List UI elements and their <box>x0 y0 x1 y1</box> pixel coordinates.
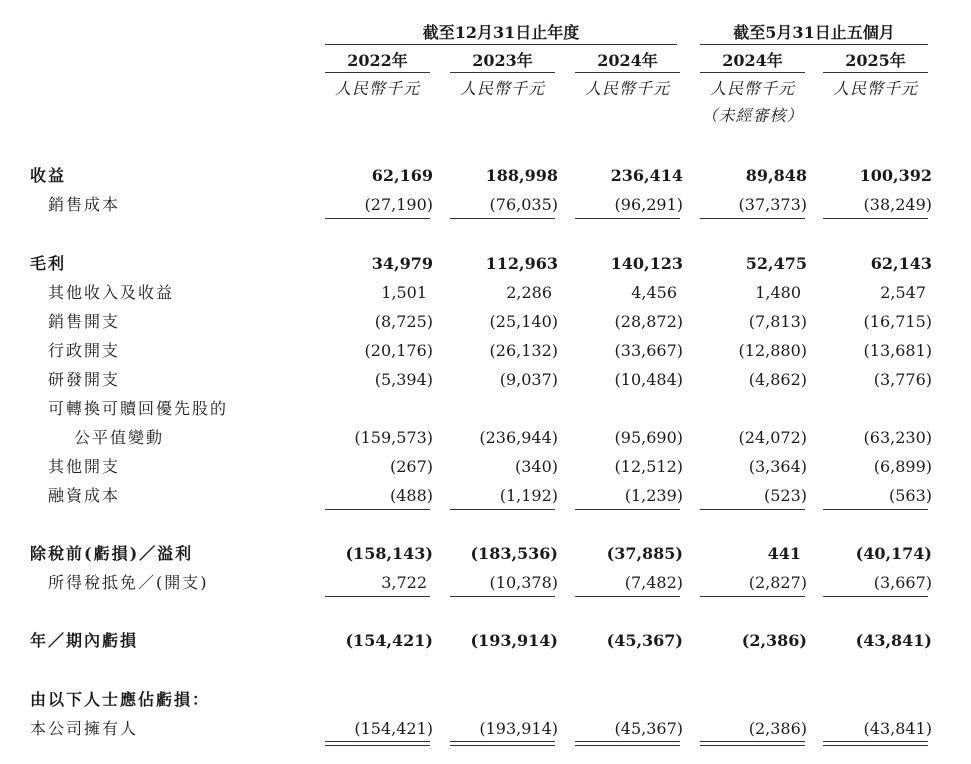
value-2024: 236,414 <box>610 166 683 185</box>
row-fv-change-label-line1 <box>0 396 971 422</box>
row-other-expenses <box>0 454 971 480</box>
total-double-rule <box>575 741 680 746</box>
value-2024: 140,123 <box>610 254 683 273</box>
value-2024: (45,367) <box>606 631 683 650</box>
row-loss-for-period <box>0 628 971 654</box>
row-label: 融資成本 <box>48 486 121 505</box>
col-2024-rule <box>575 72 680 73</box>
row-label-continued: 公平值變動 <box>74 428 165 447</box>
row-label: 研發開支 <box>48 370 121 389</box>
value-2024: (10,484) <box>614 370 683 389</box>
subtotal-rule <box>325 218 430 219</box>
subtotal-rule <box>700 596 805 597</box>
value-2023: (340) <box>514 457 558 476</box>
value-2022: (154,421) <box>345 631 433 650</box>
row-label: 銷售開支 <box>48 312 121 331</box>
row-profit-before-tax <box>0 541 971 567</box>
subtotal-rule <box>450 596 555 597</box>
value-2024-5m: 1,480 <box>755 283 801 302</box>
subtotal-rule <box>450 218 555 219</box>
subtotal-rule <box>700 509 805 510</box>
row-owners-of-company <box>0 716 971 742</box>
row-label: 由以下人士應佔虧損： <box>30 690 211 709</box>
col-2022-unit: 人民幣千元 <box>334 79 420 98</box>
col-2024-5m-rule <box>700 72 805 73</box>
col-2025-5m-unit: 人民幣千元 <box>832 79 918 98</box>
row-cost-of-sales <box>0 192 971 218</box>
subtotal-rule <box>325 509 430 510</box>
value-2025-5m: 100,392 <box>859 166 932 185</box>
col-2024-5m-unaudited-note: （未經審核） <box>701 106 804 125</box>
value-2023: (25,140) <box>489 312 558 331</box>
row-attributable-heading <box>0 687 971 713</box>
row-income-tax <box>0 570 971 596</box>
year-ended-header-rule <box>325 44 677 45</box>
row-label: 銷售成本 <box>48 195 121 214</box>
value-2024: (96,291) <box>614 195 683 214</box>
value-2024: (95,690) <box>614 428 683 447</box>
value-2022: (158,143) <box>345 544 433 563</box>
value-2024-5m: (12,880) <box>738 341 807 360</box>
value-2024-5m: (24,072) <box>738 428 807 447</box>
value-2023: 112,963 <box>485 254 558 273</box>
row-label: 其他收入及收益 <box>48 283 175 302</box>
value-2022: (488) <box>389 486 433 505</box>
value-2022: (8,725) <box>374 312 433 331</box>
value-2024-5m: 441 <box>767 544 801 563</box>
subtotal-rule <box>823 596 928 597</box>
value-2022: 34,979 <box>371 254 433 273</box>
row-finance-costs <box>0 483 971 509</box>
value-2025-5m: (16,715) <box>863 312 932 331</box>
col-2024-year: 2024年 <box>597 51 658 70</box>
value-2025-5m: (3,667) <box>873 573 932 592</box>
row-label: 除稅前(虧損)／溢利 <box>30 544 194 563</box>
row-other-income <box>0 280 971 306</box>
value-2024: (37,885) <box>606 544 683 563</box>
total-double-rule <box>325 741 430 746</box>
value-2022: 62,169 <box>371 166 433 185</box>
value-2024-5m: (7,813) <box>748 312 807 331</box>
value-2024: 4,456 <box>631 283 677 302</box>
value-2023: 2,286 <box>506 283 552 302</box>
value-2025-5m: (563) <box>888 486 932 505</box>
value-2023: (9,037) <box>499 370 558 389</box>
value-2023: 188,998 <box>485 166 558 185</box>
row-label: 所得稅抵免／(開支) <box>48 573 209 592</box>
col-2025-5m-rule <box>823 72 928 73</box>
value-2025-5m: (40,174) <box>855 544 932 563</box>
row-revenue <box>0 163 971 189</box>
value-2023: (10,378) <box>489 573 558 592</box>
value-2024-5m: (3,364) <box>748 457 807 476</box>
subtotal-rule <box>575 509 680 510</box>
row-gross-profit <box>0 251 971 277</box>
five-months-header: 截至5月31日止五個月 <box>733 23 895 42</box>
col-2025-5m-year: 2025年 <box>845 51 906 70</box>
subtotal-rule <box>325 596 430 597</box>
value-2024-5m: (4,862) <box>748 370 807 389</box>
row-label: 其他開支 <box>48 457 121 476</box>
value-2022: (5,394) <box>374 370 433 389</box>
row-label: 收益 <box>30 166 67 185</box>
row-label: 可轉換可贖回優先股的 <box>48 399 229 418</box>
value-2023: (76,035) <box>489 195 558 214</box>
col-2023-unit: 人民幣千元 <box>459 79 545 98</box>
value-2023: (1,192) <box>499 486 558 505</box>
value-2024-5m: (2,386) <box>741 631 807 650</box>
value-2025-5m: (43,841) <box>855 631 932 650</box>
value-2023: (183,536) <box>470 544 558 563</box>
col-2024-5m-year: 2024年 <box>722 51 783 70</box>
row-selling-expenses <box>0 309 971 335</box>
five-months-header-rule <box>700 44 928 45</box>
value-2022: 3,722 <box>381 573 427 592</box>
row-rd-expenses <box>0 367 971 393</box>
col-2024-unit: 人民幣千元 <box>584 79 670 98</box>
value-2024-5m: (2,827) <box>748 573 807 592</box>
row-admin-expenses <box>0 338 971 364</box>
value-2024-5m: 52,475 <box>745 254 807 273</box>
value-2024: (45,367) <box>614 719 683 738</box>
value-2023: (236,944) <box>479 428 558 447</box>
subtotal-rule <box>823 218 928 219</box>
value-2024-5m: 89,848 <box>745 166 807 185</box>
subtotal-rule <box>700 218 805 219</box>
row-label: 行政開支 <box>48 341 121 360</box>
value-2024-5m: (2,386) <box>748 719 807 738</box>
col-2022-rule <box>325 72 430 73</box>
value-2022: (20,176) <box>364 341 433 360</box>
col-2023-year: 2023年 <box>472 51 533 70</box>
value-2022: 1,501 <box>381 283 427 302</box>
value-2022: (159,573) <box>354 428 433 447</box>
value-2024: (1,239) <box>624 486 683 505</box>
value-2025-5m: (38,249) <box>863 195 932 214</box>
value-2024: (12,512) <box>614 457 683 476</box>
total-double-rule <box>823 741 928 746</box>
subtotal-rule <box>823 509 928 510</box>
total-double-rule <box>700 741 805 746</box>
value-2022: (154,421) <box>354 719 433 738</box>
col-2023-rule <box>450 72 555 73</box>
value-2023: (193,914) <box>479 719 558 738</box>
row-label: 年／期內虧損 <box>30 631 139 650</box>
value-2025-5m: (63,230) <box>863 428 932 447</box>
value-2025-5m: 62,143 <box>870 254 932 273</box>
value-2024-5m: (37,373) <box>738 195 807 214</box>
subtotal-rule <box>450 509 555 510</box>
value-2025-5m: (6,899) <box>873 457 932 476</box>
value-2022: (27,190) <box>364 195 433 214</box>
row-label: 本公司擁有人 <box>30 719 139 738</box>
value-2025-5m: (43,841) <box>863 719 932 738</box>
value-2024: (7,482) <box>624 573 683 592</box>
value-2025-5m: (13,681) <box>863 341 932 360</box>
value-2022: (267) <box>389 457 433 476</box>
value-2024: (33,667) <box>614 341 683 360</box>
subtotal-rule <box>575 218 680 219</box>
value-2024-5m: (523) <box>763 486 807 505</box>
subtotal-rule <box>575 596 680 597</box>
col-2024-5m-unit: 人民幣千元 <box>709 79 795 98</box>
col-2022-year: 2022年 <box>347 51 408 70</box>
value-2024: (28,872) <box>614 312 683 331</box>
total-double-rule <box>450 741 555 746</box>
value-2023: (26,132) <box>489 341 558 360</box>
value-2025-5m: 2,547 <box>880 283 926 302</box>
year-ended-header: 截至12月31日止年度 <box>422 23 580 42</box>
row-label: 毛利 <box>30 254 67 273</box>
row-fv-change <box>0 425 971 451</box>
value-2023: (193,914) <box>470 631 558 650</box>
value-2025-5m: (3,776) <box>873 370 932 389</box>
